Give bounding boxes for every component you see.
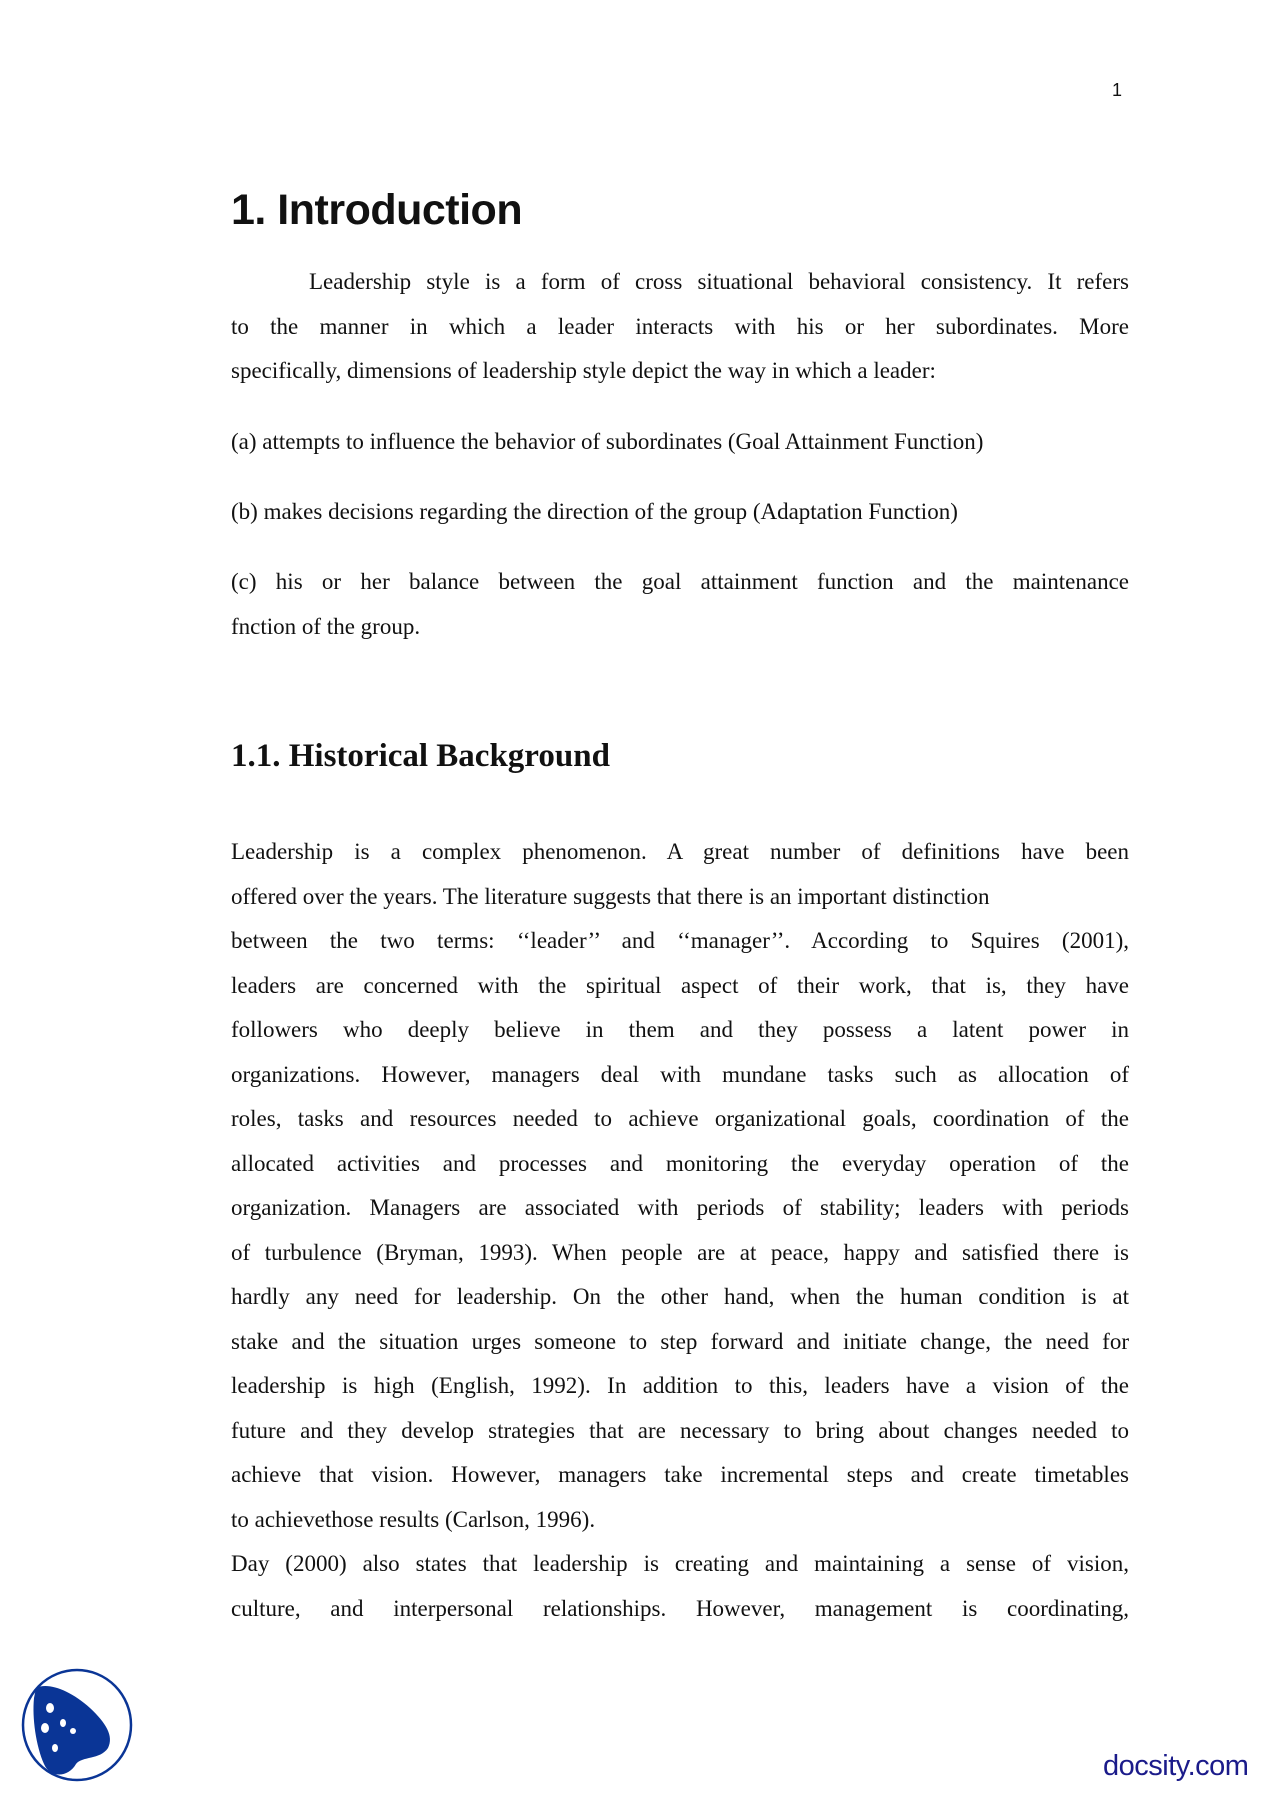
text-line: Leadership style is a form of cross situational behavioral consistency. It refers: [309, 269, 1129, 294]
text-line: to achievethose results (Carlson, 1996).: [231, 1506, 596, 1532]
text-line: (a) attempts to influence the behavior of subordinates (Goal Attainment Function): [231, 429, 984, 454]
text-line: of turbulence (Bryman, 1993). When people are at peace, happy and satisfied there is: [231, 1239, 1129, 1265]
text-line: organization. Managers are associated with periods of stability; leaders with periods: [231, 1195, 1129, 1220]
text-line: culture, and interpersonal relationships. However, management is coordinating,: [231, 1595, 1129, 1621]
section-heading: 1. Introduction: [231, 186, 523, 234]
text-line: Day (2000) also states that leadership is creating and maintaining a sense of vision,: [231, 1551, 1129, 1576]
background-paragraph: [231, 830, 1129, 1542]
text-line: offered over the years. The literature suggests that there is an important distinction: [231, 883, 990, 909]
subsection-heading: 1.1. Historical Background: [231, 738, 610, 774]
intro-paragraph: [231, 260, 1129, 394]
text-line: future and they develop strategies that are necessary to bring about changes needed to: [231, 1417, 1129, 1443]
text-line: (c) his or her balance between the goal attainment function and the maintenance: [231, 569, 1129, 594]
text-line: between the two terms: ‘‘leader’’ and ‘‘manager’’. According to Squires (2001),: [231, 928, 1129, 953]
text-line: specifically, dimensions of leadership style depict the way in which a leader:: [231, 358, 936, 383]
list-item-a: [231, 420, 1129, 465]
text-line: Leadership is a complex phenomenon. A great number of definitions have been: [231, 839, 1129, 864]
text-line: allocated activities and processes and monitoring the everyday operation of the: [231, 1150, 1129, 1176]
text-line: roles, tasks and resources needed to achieve organizational goals, coordination of the: [231, 1106, 1129, 1131]
text-line: stake and the situation urges someone to step forward and initiate change, the need for: [231, 1328, 1129, 1354]
list-item-b: [231, 490, 1129, 535]
day-paragraph: [231, 1542, 1129, 1631]
text-line: (b) makes decisions regarding the direction of the group (Adaptation Function): [231, 499, 958, 524]
text-line: leadership is high (English, 1992). In addition to this, leaders have a vision of the: [231, 1373, 1129, 1398]
text-line: leaders are concerned with the spiritual aspect of their work, that is, they have: [231, 972, 1129, 998]
docsity-logo-icon: [20, 1668, 134, 1782]
text-line: organizations. However, managers deal with mundane tasks such as allocation of: [231, 1061, 1129, 1087]
text-line: to the manner in which a leader interacts with his or her subordinates. More: [231, 313, 1129, 339]
list-item-c: [231, 560, 1129, 649]
text-line: hardly any need for leadership. On the other hand, when the human condition is at: [231, 1284, 1129, 1309]
text-line: achieve that vision. However, managers take incremental steps and create timetables: [231, 1462, 1129, 1487]
text-line: fnction of the group.: [231, 613, 421, 639]
docsity-brand-link[interactable]: docsity.com: [1103, 1750, 1249, 1782]
text-line: followers who deeply believe in them and they possess a latent power in: [231, 1017, 1129, 1042]
page-number: 1: [1112, 80, 1123, 100]
